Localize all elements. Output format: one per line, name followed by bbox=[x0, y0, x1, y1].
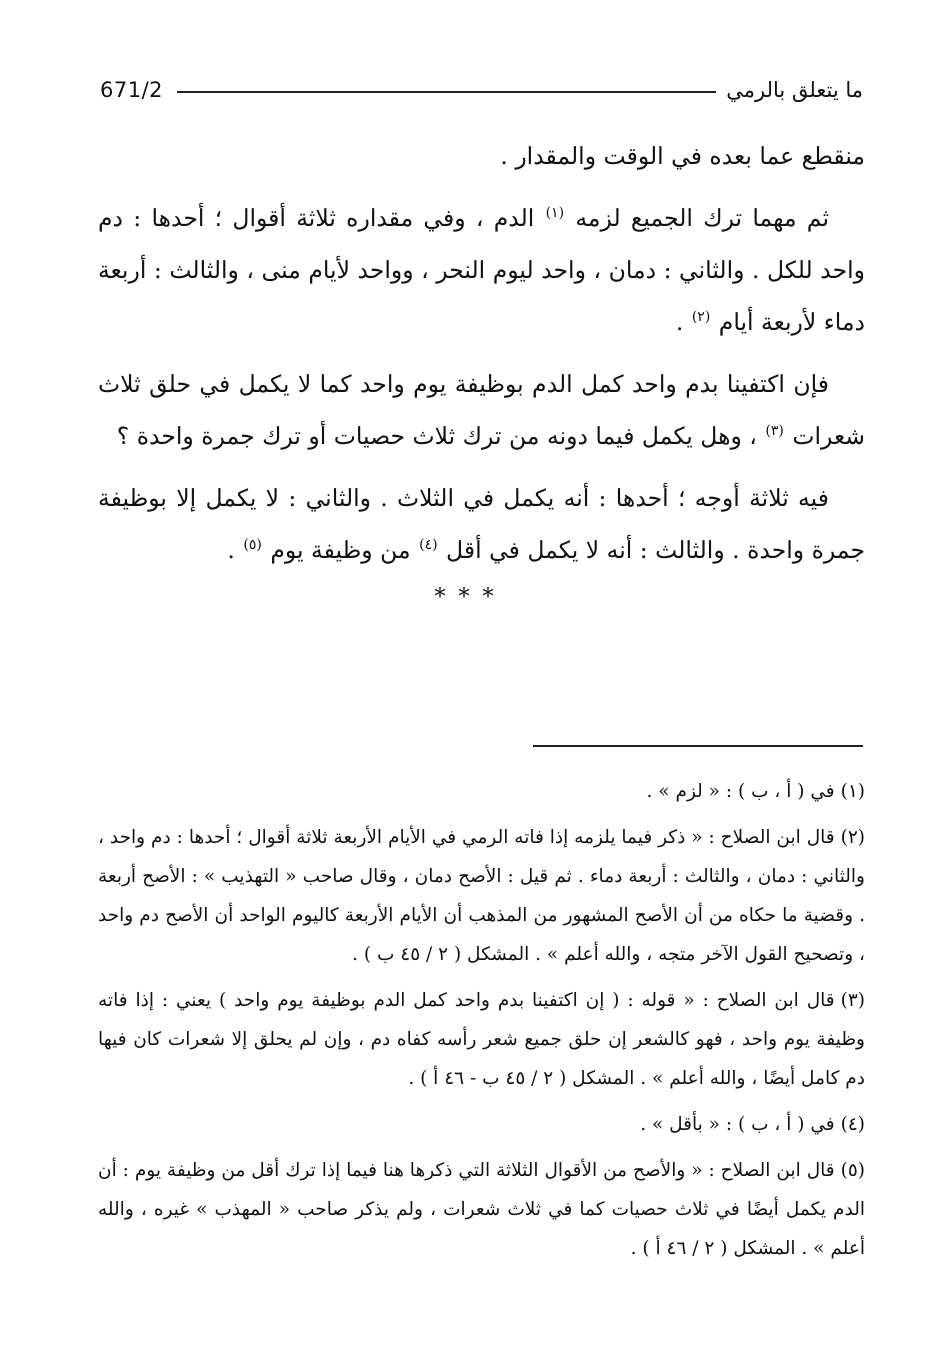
section-separator: * * * bbox=[434, 585, 497, 610]
paragraph-text: ثم مهما ترك الجميع لزمه bbox=[575, 204, 829, 232]
paragraph-text: . bbox=[675, 308, 684, 336]
paragraph-text: فإن اكتفينا بدم واحد كمل الدم بوظيفة يوم واحد كما لا يكمل في حلق ثلاث شعرات bbox=[98, 370, 865, 450]
footnote-number: (٥) bbox=[840, 1160, 865, 1181]
paragraph-3 bbox=[98, 358, 865, 462]
page-number: 671/2 bbox=[100, 78, 164, 102]
paragraph-text: ، وهل يكمل فيما دونه من ترك ثلاث حصيات أو ترك جمرة واحدة ؟ bbox=[116, 422, 757, 450]
footnote-4 bbox=[98, 1105, 865, 1144]
running-title: ما يتعلق بالرمي bbox=[726, 78, 863, 102]
footnotes bbox=[98, 772, 865, 1275]
paragraph-2 bbox=[98, 192, 865, 348]
page-header bbox=[100, 70, 863, 110]
footnote-number: (٤) bbox=[840, 1114, 865, 1135]
paragraph-text: من وظيفة يوم bbox=[270, 536, 411, 564]
footnote-text: قال ابن الصلاح : « قوله : ( إن اكتفينا بدم واحد كمل الدم بوظيفة يوم واحد ) يعني : إذا فاته وظيفة يوم واحد ، فهو كالشعر إن حلق جميع شعر رأسه كفاه دم ، وإن لم يحلق إلا شعرات كان فيها دم كامل أيضًا ، والله أعلم » . المشكل ( ٢ / ٤٥ ب - ٤٦ أ ) . bbox=[98, 990, 865, 1089]
main-text bbox=[98, 130, 865, 586]
header-rule bbox=[177, 91, 716, 93]
footnote-marker: (٥) bbox=[243, 537, 262, 553]
paragraph-4 bbox=[98, 472, 865, 576]
footnote-text: في ( أ ، ب ) : « بأقل » . bbox=[640, 1114, 835, 1135]
footnote-marker: (٤) bbox=[419, 537, 438, 553]
footnote-marker: (١) bbox=[545, 205, 565, 221]
footnote-2 bbox=[98, 818, 865, 974]
paragraph-1 bbox=[98, 130, 865, 182]
footnote-number: (١) bbox=[840, 781, 865, 802]
paragraph-text: الدم ، وفي مقداره ثلاثة أقوال ؛ أحدها : دم واحد للكل . والثاني : دمان ، واحد ليوم النحر ، وواحد لأيام منى ، والثالث : أربعة دماء لأربعة أيام bbox=[98, 204, 865, 336]
footnote-5 bbox=[98, 1151, 865, 1268]
footnote-rule bbox=[533, 745, 863, 747]
footnote-3 bbox=[98, 981, 865, 1098]
footnote-text: في ( أ ، ب ) : « لزم » . bbox=[646, 781, 835, 802]
paragraph-text: . bbox=[227, 536, 235, 564]
paragraph-text: منقطع عما بعده في الوقت والمقدار . bbox=[500, 142, 865, 170]
footnote-marker: (٣) bbox=[765, 423, 784, 439]
footnote-1 bbox=[98, 772, 865, 811]
footnote-text: قال ابن الصلاح : « ذكر فيما يلزمه إذا فاته الرمي في الأيام الأربعة ثلاثة أقوال ؛ أحدها : دم واحد ، والثاني : دمان ، والثالث : أربعة دماء . ثم قيل : الأصح دمان ، وقال صاحب « التهذيب » : الأصح أربعة . وقضية ما حكاه من أن الأصح المشهور من المذهب أن الأيام الأربعة كاليوم الواحد أن الأصح دم واحد ، وتصحيح القول الآخر متجه ، والله أعلم » . المشكل ( ٢ / ٤٥ ب ) . bbox=[98, 827, 865, 965]
footnote-text: قال ابن الصلاح : « والأصح من الأقوال الثلاثة التي ذكرها هنا فيما إذا ترك أقل من وظيفة يوم : أن الدم يكمل أيضًا في ثلاث حصيات كما في ثلاث شعرات ، ولم يذكر صاحب « المهذب » غيره ، والله أعلم » . المشكل ( ٢ / ٤٦ أ ) . bbox=[98, 1160, 865, 1259]
footnote-number: (٣) bbox=[840, 990, 865, 1011]
footnote-marker: (٢) bbox=[691, 309, 711, 325]
footnote-number: (٢) bbox=[840, 827, 865, 848]
paragraph-text: فيه ثلاثة أوجه ؛ أحدها : أنه يكمل في الثلاث . والثاني : لا يكمل إلا بوظيفة جمرة واحدة . والثالث : أنه لا يكمل في أقل bbox=[98, 484, 865, 564]
